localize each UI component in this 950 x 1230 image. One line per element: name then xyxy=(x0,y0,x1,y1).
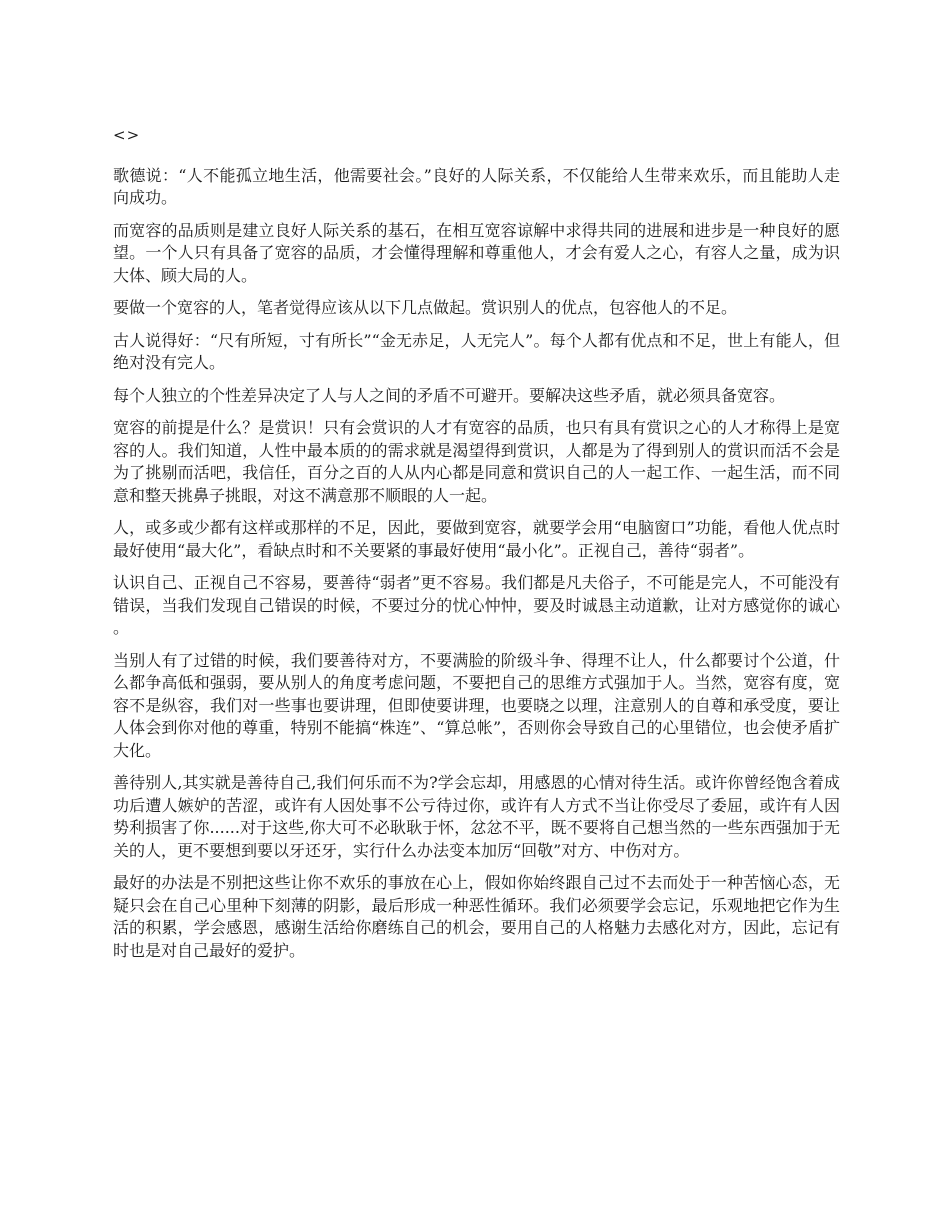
paragraph-5: 每个人独立的个性差异决定了人与人之间的矛盾不可避开。要解决这些矛盾，就必须具备宽容。 xyxy=(113,385,786,405)
paragraph-6: 宽容的前提是什么？是赏识！只有会赏识的人才有宽容的品质，也只有具有赏识之心的人才称得上是宽容的人。我们知道，人性中最本质的的需求就是渴望得到赏识，人都是为了得到别人的赏识而活不会是为了挑剔而活吧，我信任，百分之百的人从内心都是同意和赏识自己的人一起工作、一起生活，而不同意和整天挑鼻子挑眼，对这不满意那不顺眼的人一起。 xyxy=(113,418,840,505)
paragraph-7: 人，或多或少都有这样或那样的不足，因此，要做到宽容，就要学会用“电脑窗口”功能，看他人优点时最好使用“最大化”，看缺点时和不关要紧的事最好使用“最小化”。正视自己，善待“弱者”。 xyxy=(113,518,840,560)
paragraph-1: 歌德说：“人不能孤立地生活，他需要社会。”良好的人际关系，不仅能给人生带来欢乐，而且能助人走向成功。 xyxy=(113,165,840,207)
paragraph-8: 认识自己、正视自己不容易，要善待“弱者”更不容易。我们都是凡夫俗子，不可能是完人，不可能没有错误，当我们发现自己错误的时候，不要过分的忧心忡忡，要及时诚恳主动道歉，让对方感觉你的诚心。 xyxy=(113,573,840,637)
paragraph-2: 而宽容的品质则是建立良好人际关系的基石，在相互宽容谅解中求得共同的进展和进步是一种良好的愿望。一个人只有具备了宽容的品质，才会懂得理解和尊重他人，才会有爱人之心，有容人之量，成为识大体、顾大局的人。 xyxy=(113,220,840,285)
document-body xyxy=(113,124,840,972)
paragraph-3: 要做一个宽容的人，笔者觉得应该从以下几点做起。赏识别人的优点，包容他人的不足。 xyxy=(113,298,738,317)
paragraph-10: 善待别人,其实就是善待自己,我们何乐而不为?学会忘却，用感恩的心情对待生活。或许你曾经饱含着成功后遭人嫉妒的苦涩，或许有人因处事不公亏待过你，或许有人方式不当让你受尽了委屈，或许有人因势利损害了你......对于这些,你大可不必耿耿于怀，忿忿不平，既不要将自己想当然的一些东西强加于无关的人，更不要想到要以牙还牙，实行什么办法变本加厉“回敬”对方、中伤对方。 xyxy=(113,773,840,860)
paragraph-11: 最好的办法是不别把这些让你不欢乐的事放在心上，假如你始终跟自己过不去而处于一种苦恼心态，无疑只会在自己心里种下刻薄的阴影，最后形成一种恶性循环。我们必须要学会忘记，乐观地把它作为生活的积累，学会感恩，感谢生活给你磨练自己的机会，要用自己的人格魅力去感化对方，因此，忘记有时也是对自己最好的爱护。 xyxy=(113,873,840,960)
paragraph-9: 当别人有了过错的时候，我们要善待对方，不要满脸的阶级斗争、得理不让人，什么都要讨个公道，什么都争高低和强弱，要从别人的角度考虑问题，不要把自己的思维方式强加于人。当然，宽容有度，宽容不是纵容，我们对一些事也要讲理，但即使要讲理，也要晓之以理，注意别人的自尊和承受度，要让人体会到你对他的尊重，特别不能搞“株连”、“算总帐”，否则你会导致自己的心里错位，也会使矛盾扩大化。 xyxy=(113,650,840,760)
document-heading: <> xyxy=(113,126,141,144)
paragraph-4: 古人说得好：“尺有所短，寸有所长”“金无赤足，人无完人”。每个人都有优点和不足，世上有能人，但绝对没有完人。 xyxy=(113,330,840,372)
